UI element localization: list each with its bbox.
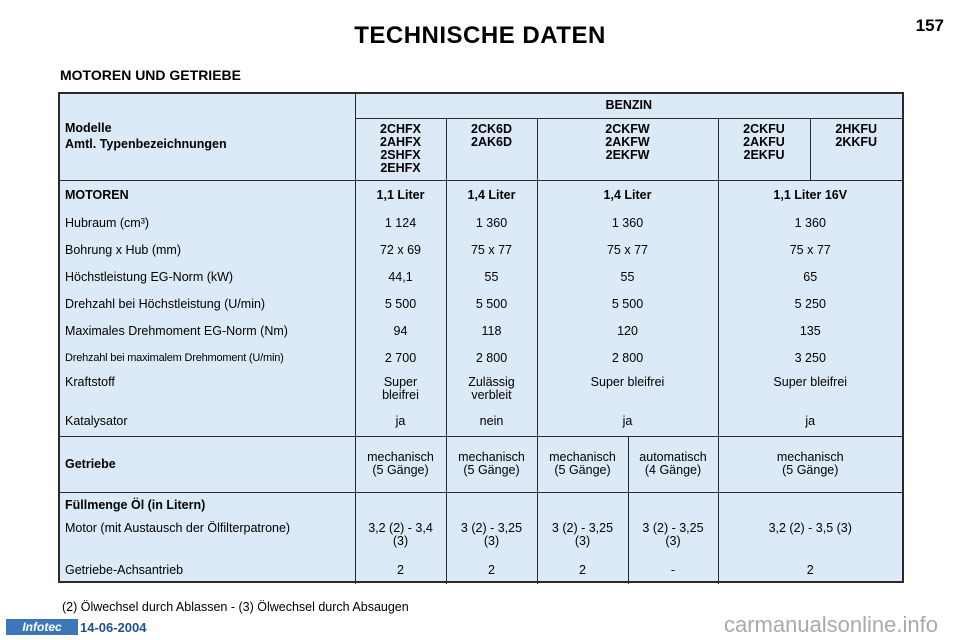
table-row [60, 264, 902, 291]
row-value: 5 500 [537, 291, 718, 318]
row-value: 1 124 [355, 210, 446, 237]
gearbox-value: mechanisch (5 Gänge) [537, 436, 628, 492]
row-value: Zulässig verbleit [446, 372, 537, 408]
oil-label: Füllmenge Öl (in Litern) [60, 492, 355, 518]
row-value: 75 x 77 [537, 237, 718, 264]
row-label: Kraftstoff [65, 375, 115, 389]
row-value: 5 250 [718, 291, 902, 318]
table-row [60, 408, 902, 436]
row-value: 2 800 [446, 345, 537, 372]
oil-engine-value: 3 (2) - 3,25 (3) [537, 518, 628, 556]
type-codes-col4: 2CKFU 2AKFU 2EKFU [718, 118, 810, 180]
row-value: 44,1 [355, 264, 446, 291]
row-label: Drehzahl bei maximalem Drehmoment (U/min) [65, 352, 284, 364]
row-value: 2 800 [537, 345, 718, 372]
engines-label: MOTOREN [60, 180, 355, 210]
footer-date: 14-06-2004 [80, 620, 147, 635]
gearbox-label: Getriebe [60, 436, 355, 492]
fuel-type-header: BENZIN [355, 94, 902, 118]
header-label-cell [60, 94, 355, 180]
oil-gearbox-label: Getriebe-Achsantrieb [65, 562, 184, 577]
row-value: 55 [537, 264, 718, 291]
row-value: 135 [718, 318, 902, 345]
infotec-logo: Infotec [6, 619, 78, 635]
row-value: 3 250 [718, 345, 902, 372]
oil-gearbox-value: 2 [537, 556, 628, 584]
row-value: 5 500 [355, 291, 446, 318]
row-value: 72 x 69 [355, 237, 446, 264]
table-row [60, 345, 902, 372]
engine-col1: 1,1 Liter [355, 180, 446, 210]
oil-engine-value: 3,2 (2) - 3,5 (3) [718, 518, 902, 556]
type-codes-col2: 2CK6D 2AK6D [446, 118, 537, 180]
gearbox-value: mechanisch (5 Gänge) [355, 436, 446, 492]
table-row [60, 291, 902, 318]
section-title: MOTOREN UND GETRIEBE [60, 67, 241, 83]
watermark: carmanualsonline.info [723, 612, 938, 637]
row-value: 118 [446, 318, 537, 345]
header-row-fuel [60, 94, 902, 118]
row-value: 1 360 [537, 210, 718, 237]
header-label-types: Amtl. Typenbezeichnungen [65, 137, 227, 152]
gearbox-value: mechanisch (5 Gänge) [718, 436, 902, 492]
type-codes-col5: 2HKFU 2KKFU [810, 118, 902, 180]
row-value: nein [446, 408, 537, 436]
oil-engine-label: Motor (mit Austausch der Ölfilterpatrone) [65, 521, 291, 535]
row-value: Super bleifrei [718, 372, 902, 408]
engine-col2: 1,4 Liter [446, 180, 537, 210]
row-label: Katalysator [65, 414, 128, 429]
type-codes-col3: 2CKFW 2AKFW 2EKFW [537, 118, 718, 180]
oil-gearbox-value: 2 [446, 556, 537, 584]
row-label: Bohrung x Hub (mm) [65, 243, 182, 257]
row-label: Drehzahl bei Höchstleistung (U/min) [65, 297, 266, 311]
row-value: 75 x 77 [446, 237, 537, 264]
row-value: ja [718, 408, 902, 436]
header-label-models: Modelle [65, 121, 112, 136]
type-codes-col1: 2CHFX 2AHFX 2SHFX 2EHFX [355, 118, 446, 180]
table-row [60, 318, 902, 345]
table-row [60, 237, 902, 264]
row-value: 2 700 [355, 345, 446, 372]
row-label: Höchstleistung EG-Norm (kW) [65, 270, 234, 284]
oil-engine-value: 3,2 (2) - 3,4 (3) [355, 518, 446, 556]
engine-col3: 1,4 Liter [537, 180, 718, 210]
engine-col4: 1,1 Liter 16V [718, 180, 902, 210]
row-value: 1 360 [718, 210, 902, 237]
row-value: 94 [355, 318, 446, 345]
row-value: 5 500 [446, 291, 537, 318]
row-value: 65 [718, 264, 902, 291]
row-label: Maximales Drehmoment EG-Norm (Nm) [65, 324, 288, 338]
table-row [60, 518, 902, 556]
oil-engine-value: 3 (2) - 3,25 (3) [628, 518, 718, 556]
row-value: 75 x 77 [718, 237, 902, 264]
row-value: ja [355, 408, 446, 436]
table-row [60, 556, 902, 584]
table-row [60, 210, 902, 237]
row-value: 55 [446, 264, 537, 291]
gearbox-row [60, 436, 902, 492]
row-value: ja [537, 408, 718, 436]
oil-gearbox-value: - [628, 556, 718, 584]
spec-table [60, 94, 902, 584]
oil-heading-row [60, 492, 902, 518]
oil-gearbox-value: 2 [718, 556, 902, 584]
footnote: (2) Ölwechsel durch Ablassen - (3) Ölwechsel durch Absaugen [62, 600, 409, 614]
gearbox-value: automatisch (4 Gänge) [628, 436, 718, 492]
oil-engine-value: 3 (2) - 3,25 (3) [446, 518, 537, 556]
row-value: 120 [537, 318, 718, 345]
spec-table-frame [58, 92, 904, 583]
row-label: Hubraum (cm³) [65, 216, 150, 230]
table-row [60, 372, 902, 408]
gearbox-value: mechanisch (5 Gänge) [446, 436, 537, 492]
oil-gearbox-value: 2 [355, 556, 446, 584]
page-title: TECHNISCHE DATEN [354, 22, 606, 49]
page-number: 157 [915, 16, 944, 35]
engines-heading-row [60, 180, 902, 210]
row-value: 1 360 [446, 210, 537, 237]
row-value: Super bleifrei [537, 372, 718, 408]
row-value: Super bleifrei [355, 372, 446, 408]
